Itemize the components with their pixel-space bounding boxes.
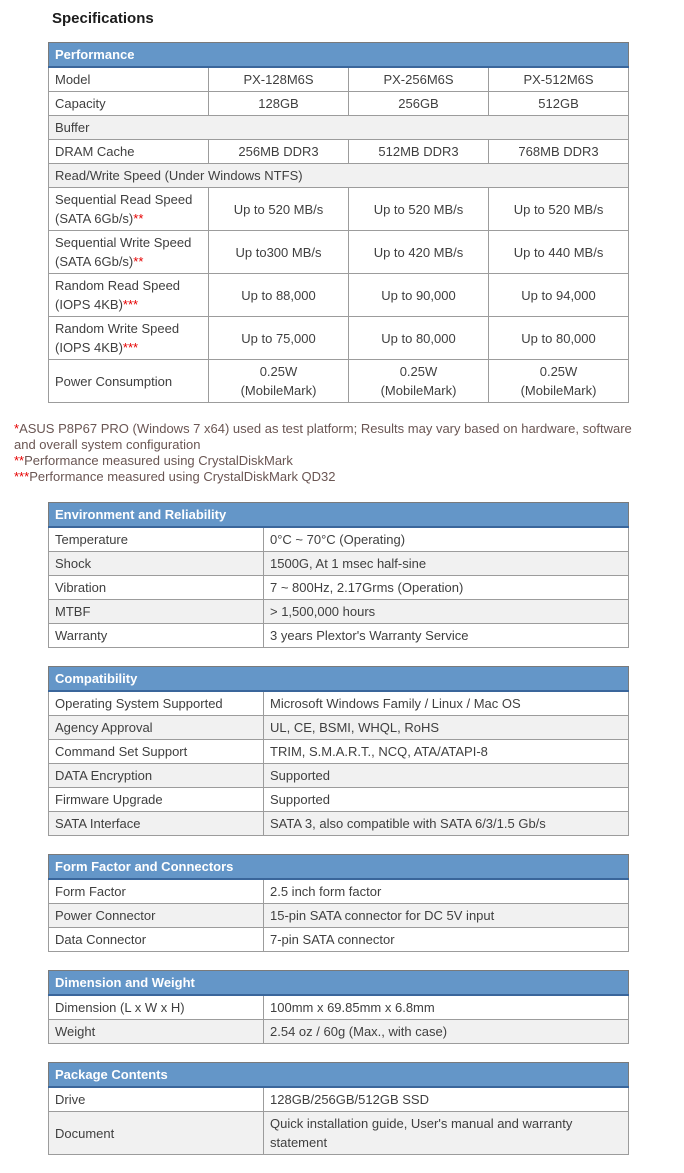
red-asterisk-note-marker: **: [14, 453, 25, 468]
cell-value: 128GB: [209, 92, 349, 116]
cell-value: Quick installation guide, User's manual and warranty statement: [264, 1112, 629, 1155]
table-row: [49, 92, 629, 116]
row-label: Data Connector: [49, 928, 264, 952]
row-label: Temperature: [49, 527, 264, 552]
row-label: DATA Encryption: [49, 764, 264, 788]
cell-value: 256GB: [349, 92, 489, 116]
table-compatibility: [48, 666, 629, 836]
row-label: Agency Approval: [49, 716, 264, 740]
table-row: [49, 140, 629, 164]
cell-value: Up to 520 MB/s: [209, 188, 349, 231]
table-row: [49, 740, 629, 764]
page-title: Specifications: [52, 10, 154, 27]
table-header-performance: Performance: [49, 43, 629, 68]
table-row: [49, 231, 629, 274]
cell-value: 1500G, At 1 msec half-sine: [264, 552, 629, 576]
row-label: Power Connector: [49, 904, 264, 928]
cell-value: Up to 440 MB/s: [489, 231, 629, 274]
row-label: SATA Interface: [49, 812, 264, 836]
red-asterisk-note-marker: **: [133, 211, 144, 226]
cell-value: Supported: [264, 788, 629, 812]
table-row: [49, 600, 629, 624]
section-label: Buffer: [49, 116, 629, 140]
cell-value: 768MB DDR3: [489, 140, 629, 164]
footnote-line: ***Performance measured using CrystalDiskMark QD32: [14, 469, 336, 484]
red-asterisk-note-marker: ***: [122, 340, 139, 355]
form-factor-table-slot: [0, 854, 684, 952]
cell-value: 15-pin SATA connector for DC 5V input: [264, 904, 629, 928]
row-label: Sequential Read Speed (SATA 6Gb/s)**: [49, 188, 209, 231]
cell-value: UL, CE, BSMI, WHQL, RoHS: [264, 716, 629, 740]
table-row: [49, 576, 629, 600]
table-form-factor: [48, 854, 629, 952]
cell-value: Up to 88,000: [209, 274, 349, 317]
table-header-compatibility: Compatibility: [49, 667, 629, 692]
cell-value: PX-512M6S: [489, 67, 629, 92]
cell-value: 7 ~ 800Hz, 2.17Grms (Operation): [264, 576, 629, 600]
table-row: [49, 527, 629, 552]
cell-value: 2.5 inch form factor: [264, 879, 629, 904]
table-row: [49, 360, 629, 403]
row-label: Random Read Speed (IOPS 4KB)***: [49, 274, 209, 317]
row-label: Power Consumption: [49, 360, 209, 403]
table-row: [49, 928, 629, 952]
cell-value: > 1,500,000 hours: [264, 600, 629, 624]
table-row: [49, 116, 629, 140]
cell-value: Up to 75,000: [209, 317, 349, 360]
section-label: Read/Write Speed (Under Windows NTFS): [49, 164, 629, 188]
footnotes: [14, 421, 638, 485]
row-label: Document: [49, 1112, 264, 1155]
cell-value: Up to 420 MB/s: [349, 231, 489, 274]
table-row: [49, 812, 629, 836]
cell-value: TRIM, S.M.A.R.T., NCQ, ATA/ATAPI-8: [264, 740, 629, 764]
table-row: [49, 716, 629, 740]
table-row: [49, 274, 629, 317]
row-label: Firmware Upgrade: [49, 788, 264, 812]
cell-value: Up to 80,000: [489, 317, 629, 360]
red-asterisk-note-marker: **: [133, 254, 144, 269]
table-dimension: [48, 970, 629, 1044]
footnote-line: **Performance measured using CrystalDiskMark: [14, 453, 293, 468]
row-label: Shock: [49, 552, 264, 576]
spec-page: [0, 10, 684, 1155]
footnote-line: *ASUS P8P67 PRO (Windows 7 x64) used as test platform; Results may vary based on hardware, software and overall system configuration: [14, 421, 632, 452]
row-label: Sequential Write Speed (SATA 6Gb/s)**: [49, 231, 209, 274]
table-performance: [48, 42, 629, 403]
table-row: [49, 1112, 629, 1155]
table-header-form-factor: Form Factor and Connectors: [49, 855, 629, 880]
row-label: Command Set Support: [49, 740, 264, 764]
cell-value: 2.54 oz / 60g (Max., with case): [264, 1020, 629, 1044]
cell-value: PX-128M6S: [209, 67, 349, 92]
table-header-package: Package Contents: [49, 1063, 629, 1088]
compatibility-table-slot: [0, 666, 684, 836]
row-label: Warranty: [49, 624, 264, 648]
row-label: Capacity: [49, 92, 209, 116]
cell-value: Up to300 MB/s: [209, 231, 349, 274]
cell-value: 0.25W (MobileMark): [349, 360, 489, 403]
cell-value: 128GB/256GB/512GB SSD: [264, 1087, 629, 1112]
red-asterisk-note-marker: ***: [122, 297, 139, 312]
row-label: DRAM Cache: [49, 140, 209, 164]
cell-value: 512GB: [489, 92, 629, 116]
table-header-dimension: Dimension and Weight: [49, 971, 629, 996]
cell-value: Up to 80,000: [349, 317, 489, 360]
cell-value: Up to 90,000: [349, 274, 489, 317]
cell-value: 512MB DDR3: [349, 140, 489, 164]
row-label: Weight: [49, 1020, 264, 1044]
cell-value: 256MB DDR3: [209, 140, 349, 164]
cell-value: 3 years Plextor's Warranty Service: [264, 624, 629, 648]
cell-value: 0.25W (MobileMark): [209, 360, 349, 403]
table-row: [49, 691, 629, 716]
environment-table-slot: [0, 502, 684, 648]
table-row: [49, 904, 629, 928]
row-label: Form Factor: [49, 879, 264, 904]
cell-value: 0.25W (MobileMark): [489, 360, 629, 403]
red-asterisk-note-marker: *: [14, 421, 20, 436]
row-label: MTBF: [49, 600, 264, 624]
performance-table-slot: [0, 42, 684, 403]
package-table-slot: [0, 1062, 684, 1155]
dimension-table-slot: [0, 970, 684, 1044]
cell-value: Up to 520 MB/s: [489, 188, 629, 231]
table-row: [49, 788, 629, 812]
cell-value: 0°C ~ 70°C (Operating): [264, 527, 629, 552]
cell-value: SATA 3, also compatible with SATA 6/3/1.5 Gb/s: [264, 812, 629, 836]
cell-value: 100mm x 69.85mm x 6.8mm: [264, 995, 629, 1020]
table-row: [49, 67, 629, 92]
table-row: [49, 1087, 629, 1112]
row-label: Vibration: [49, 576, 264, 600]
table-package: [48, 1062, 629, 1155]
table-row: [49, 317, 629, 360]
cell-value: Microsoft Windows Family / Linux / Mac OS: [264, 691, 629, 716]
row-label: Dimension (L x W x H): [49, 995, 264, 1020]
table-row: [49, 188, 629, 231]
row-label: Operating System Supported: [49, 691, 264, 716]
cell-value: Up to 520 MB/s: [349, 188, 489, 231]
table-environment: [48, 502, 629, 648]
cell-value: Supported: [264, 764, 629, 788]
cell-value: 7-pin SATA connector: [264, 928, 629, 952]
row-label: Random Write Speed (IOPS 4KB)***: [49, 317, 209, 360]
table-row: [49, 552, 629, 576]
row-label: Model: [49, 67, 209, 92]
table-row: [49, 764, 629, 788]
table-row: [49, 1020, 629, 1044]
table-row: [49, 164, 629, 188]
cell-value: PX-256M6S: [349, 67, 489, 92]
red-asterisk-note-marker: ***: [14, 469, 30, 484]
table-row: [49, 879, 629, 904]
cell-value: Up to 94,000: [489, 274, 629, 317]
table-row: [49, 995, 629, 1020]
table-row: [49, 624, 629, 648]
table-header-environment: Environment and Reliability: [49, 503, 629, 528]
row-label: Drive: [49, 1087, 264, 1112]
